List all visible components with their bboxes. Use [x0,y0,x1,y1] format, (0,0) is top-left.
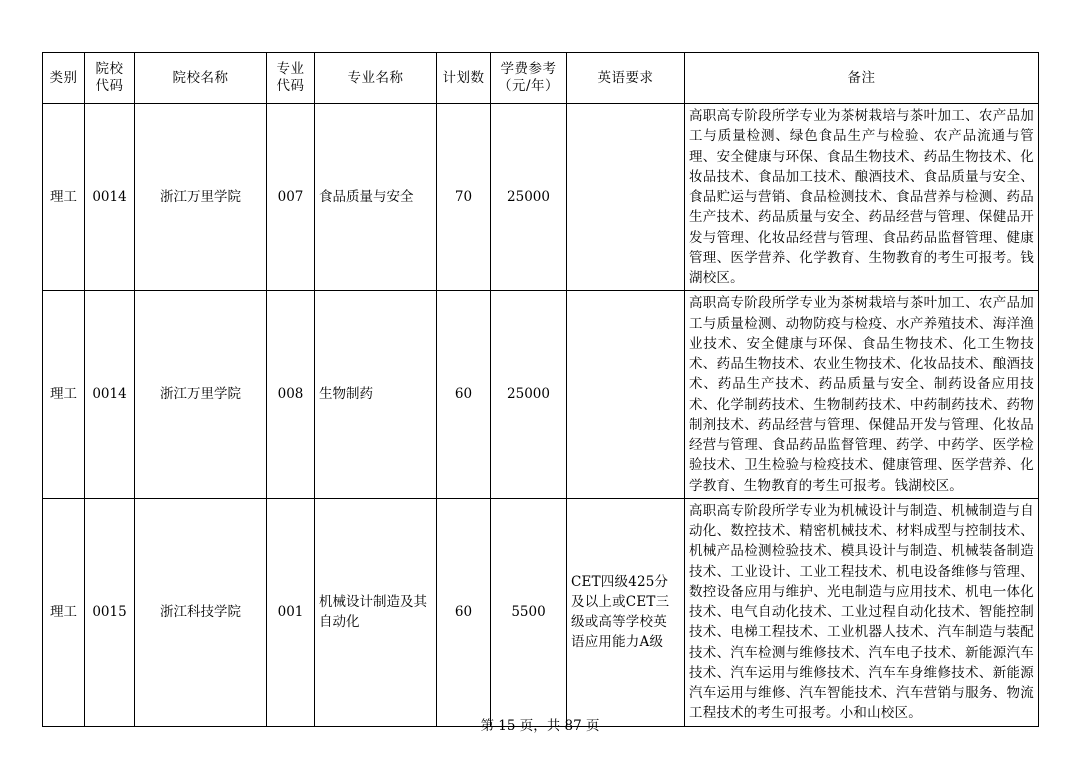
cell-major-name: 生物制药 [315,291,437,499]
cell-remark: 高职高专阶段所学专业为茶树栽培与茶叶加工、农产品加工与质量检测、动物防疫与检疫、水产养殖技术、海洋渔业技术、安全健康与环保、食品生物技术、化工生物技术、药品生物技术、农业生物技术、化妆品技术、酿酒技术、药品生产技术、药品质量与安全、制药设备应用技术、化学制药技术、生物制药技术、中药制药技术、药物制剂技术、药品经营与管理、保健品开发与管理、化妆品经营与管理、食品药品监督管理、药学、中药学、医学检验技术、卫生检验与检疫技术、健康管理、医学营养、化学教育、生物教育的考生可报考。钱湖校区。 [685,291,1039,499]
column-header-major-name [315,53,437,104]
column-header-school-code-line1: 院校 [95,61,124,78]
cell-tuition: 5500 [491,498,567,726]
cell-school-code: 0014 [85,104,135,291]
cell-category: 理工 [43,498,85,726]
cell-school-code: 0014 [85,291,135,499]
column-header-plan-count-line1: 计划数 [442,69,485,86]
table-header-row [43,53,1039,104]
column-header-school-name-line1: 院校名称 [172,69,229,86]
cell-major-code: 001 [267,498,315,726]
cell-school-name: 浙江万里学院 [135,104,267,291]
cell-major-name: 机械设计制造及其自动化 [315,498,437,726]
cell-plan-count: 60 [437,498,491,726]
cell-english-req [567,291,685,499]
cell-major-code: 008 [267,291,315,499]
column-header-english-req [567,53,685,104]
cell-remark: 高职高专阶段所学专业为机械设计与制造、机械制造与自动化、数控技术、精密机械技术、材料成型与控制技术、机械产品检测检验技术、模具设计与制造、机械装备制造技术、工业设计、工业工程技术、机电设备维修与管理、数控设备应用与维护、光电制造与应用技术、机电一体化技术、电气自动化技术、工业过程自动化技术、智能控制技术、电梯工程技术、工业机器人技术、汽车制造与装配技术、汽车检测与维修技术、汽车电子技术、新能源汽车技术、汽车运用与维修技术、汽车车身维修技术、新能源汽车运用与维修、汽车智能技术、汽车营销与服务、物流工程技术的考生可报考。小和山校区。 [685,498,1039,726]
column-header-major-code-line2: 代码 [276,78,305,94]
column-header-category [43,53,85,104]
column-header-category-line1: 类别 [49,69,78,86]
column-header-school-code [85,53,135,104]
cell-category: 理工 [43,291,85,499]
column-header-major-code [267,53,315,104]
column-header-english-req-line1: 英语要求 [597,69,654,86]
table-row [43,291,1039,499]
cell-major-code: 007 [267,104,315,291]
table-row [43,498,1039,726]
column-header-major-name-line1: 专业名称 [347,69,404,86]
column-header-school-code-line2: 代码 [95,78,124,94]
cell-plan-count: 70 [437,104,491,291]
column-header-plan-count [437,53,491,104]
cell-school-name: 浙江科技学院 [135,498,267,726]
cell-school-name: 浙江万里学院 [135,291,267,499]
column-header-major-code-line1: 专业 [276,61,305,78]
table-body [43,104,1039,727]
cell-major-name: 食品质量与安全 [315,104,437,291]
cell-remark: 高职高专阶段所学专业为茶树栽培与茶叶加工、农产品加工与质量检测、绿色食品生产与检验、农产品流通与管理、安全健康与环保、食品生物技术、药品生物技术、化妆品技术、食品加工技术、酿酒技术、食品质量与安全、食品贮运与营销、食品检测技术、食品营养与检测、药品生产技术、药品质量与安全、药品经营与管理、保健品开发与管理、化妆品经营与管理、食品药品监督管理、健康管理、医学营养、化学教育、生物教育的考生可报考。钱湖校区。 [685,104,1039,291]
column-header-tuition-line2: （元/年） [497,78,560,94]
document-page [42,52,1038,727]
page-footer: 第 15 页，共 87 页 [480,718,600,734]
column-header-school-name [135,53,267,104]
cell-plan-count: 60 [437,291,491,499]
column-header-remark-line1: 备注 [847,69,876,86]
column-header-tuition [491,53,567,104]
column-header-remark [685,53,1039,104]
cell-school-code: 0015 [85,498,135,726]
column-header-tuition-line1: 学费参考 [500,61,557,78]
table-header [43,53,1039,104]
cell-category: 理工 [43,104,85,291]
cell-tuition: 25000 [491,104,567,291]
table-row [43,104,1039,291]
cell-english-req: CET四级425分及以上或CET三级或高等学校英语应用能力A级 [567,498,685,726]
cell-english-req [567,104,685,291]
admissions-table [42,52,1039,727]
cell-tuition: 25000 [491,291,567,499]
